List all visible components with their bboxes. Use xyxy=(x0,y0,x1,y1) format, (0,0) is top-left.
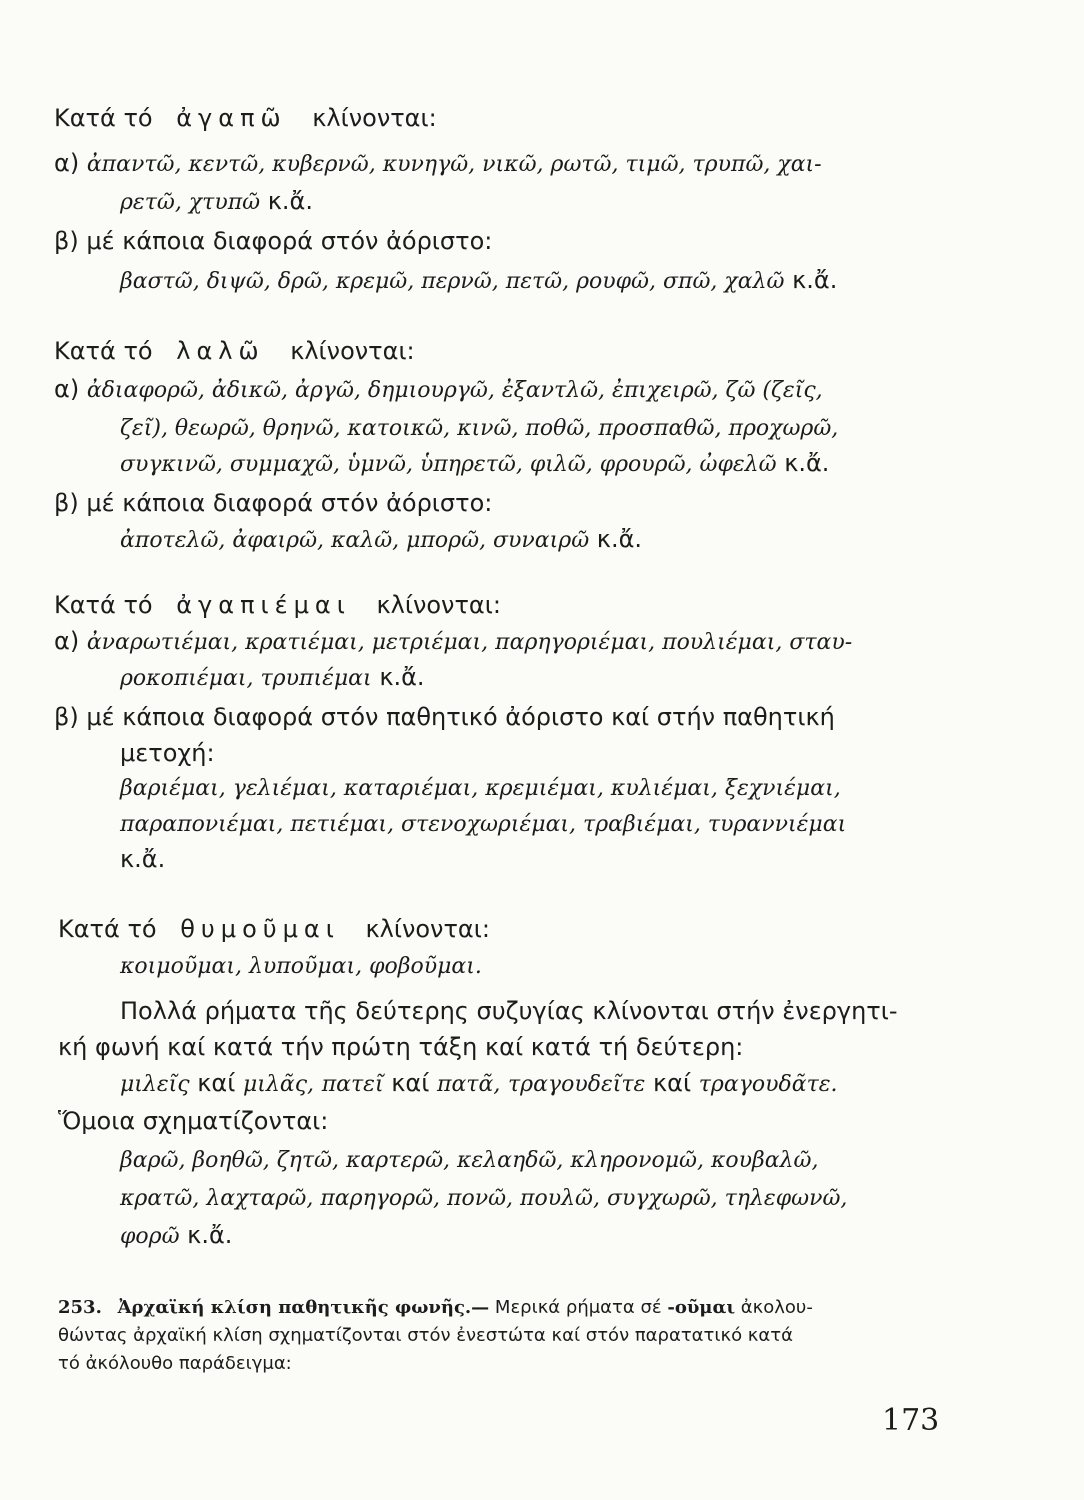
section-title: Ἀρχαϊκή κλίση παθητικῆς φωνῆς.— xyxy=(117,1297,490,1318)
paragraph-text: κή φωνή καί κατά τήν πρώτη τάξη καί κατά τή δεύτερη: xyxy=(58,1033,744,1061)
list-text: μετοχή: xyxy=(120,739,215,767)
etc-abbrev: κ.ἄ. xyxy=(784,449,830,477)
verb-list: φορῶ xyxy=(120,1224,180,1249)
heading-post: κλίνονται: xyxy=(376,591,501,619)
heading-post: κλίνονται: xyxy=(312,104,437,132)
paragraph-text: τό ἀκόλουθο παράδειγμα: xyxy=(58,1353,292,1374)
etc-abbrev: κ.ἄ. xyxy=(596,525,643,553)
heading-kalo xyxy=(54,336,415,366)
conj2-similar xyxy=(58,1106,328,1136)
agapiemai-a-line2 xyxy=(120,662,425,694)
example-verb: μιλεῖς xyxy=(120,1072,190,1097)
verb-list: παραπονιέμαι, πετιέμαι, στενοχωριέμαι, τραβιέμαι, τυραννιέμαι xyxy=(120,812,847,837)
suffix: -οῦμαι xyxy=(667,1297,736,1318)
heading-agapo xyxy=(54,103,437,133)
kalo-a-line1 xyxy=(54,374,823,406)
model-verb: ἀγαπιέμαι xyxy=(176,591,351,619)
list-label: α) xyxy=(54,149,80,177)
heading-pre: Κατά τό xyxy=(58,915,157,943)
verb-list: ἀδιαφορῶ, ἀδικῶ, ἀργῶ, δημιουργῶ, ἐξαντλῶ, ἐπιχειρῶ, ζῶ (ζεῖς, xyxy=(86,378,823,403)
list-text: μέ κάποια διαφορά στόν ἀόριστο: xyxy=(86,227,493,255)
agapo-a-line2 xyxy=(120,186,313,218)
paragraph-text: θώντας ἀρχαϊκή κλίση σχηματίζονται στόν ἐνεστώτα καί στόν παρατατικό κατά xyxy=(58,1325,793,1346)
etc-abbrev: κ.ἄ. xyxy=(120,845,166,873)
verb-list: ζεῖ), θεωρῶ, θρηνῶ, κατοικῶ, κινῶ, ποθῶ, προσπαθῶ, προχωρῶ, xyxy=(120,416,839,441)
kalo-a-line2 xyxy=(120,412,838,444)
etc-abbrev: κ.ἄ. xyxy=(792,266,838,294)
heading-post: κλίνονται: xyxy=(365,915,490,943)
paragraph-text: Μερικά ρήματα σέ xyxy=(494,1297,662,1318)
agapo-b-words xyxy=(120,265,837,297)
agapiemai-a-line1 xyxy=(54,626,852,658)
conj2-words3 xyxy=(120,1220,232,1252)
verb-list: ρετῶ, χτυπῶ xyxy=(120,190,261,215)
list-label: β) xyxy=(54,489,79,517)
heading-pre: Κατά τό xyxy=(54,104,153,132)
example-verb: μιλᾶς, xyxy=(243,1072,315,1097)
verb-list: ἀπαντῶ, κεντῶ, κυβερνῶ, κυνηγῶ, νικῶ, ρωτῶ, τιμῶ, τρυπῶ, χαι- xyxy=(86,152,822,177)
model-verb: λαλῶ xyxy=(176,337,265,365)
model-verb: θυμοῦμαι xyxy=(180,915,340,943)
conjunction: καί xyxy=(391,1069,430,1097)
verb-list: βαρῶ, βοηθῶ, ζητῶ, καρτερῶ, κελαηδῶ, κληρονομῶ, κουβαλῶ, xyxy=(120,1148,819,1173)
verb-list: κοιμοῦμαι, λυποῦμαι, φοβοῦμαι. xyxy=(120,954,482,979)
paragraph-text: Πολλά ρήματα τῆς δεύτερης συζυγίας κλίνονται στήν ἐνεργητι- xyxy=(120,997,898,1025)
conjunction: καί xyxy=(197,1069,236,1097)
verb-list: κρατῶ, λαχταρῶ, παρηγορῶ, πονῶ, πουλῶ, συγχωρῶ, τηλεφωνῶ, xyxy=(120,1186,848,1211)
model-verb: ἀγαπῶ xyxy=(176,104,287,132)
list-label: α) xyxy=(54,375,80,403)
conjunction: καί xyxy=(653,1069,692,1097)
thymoumai-words xyxy=(120,950,482,982)
verb-list: βαστῶ, διψῶ, δρῶ, κρεμῶ, περνῶ, πετῶ, ρουφῶ, σπῶ, χαλῶ xyxy=(120,269,785,294)
agapiemai-b-etc xyxy=(120,844,165,874)
agapiemai-b-words2 xyxy=(120,808,846,840)
verb-list: ἀναρωτιέμαι, κρατιέμαι, μετριέμαι, παρηγοριέμαι, πουλιέμαι, σταυ- xyxy=(86,630,853,655)
list-text: μέ κάποια διαφορά στόν ἀόριστο: xyxy=(86,489,493,517)
conj2-words1 xyxy=(120,1144,818,1176)
s253-line1 xyxy=(58,1296,813,1320)
heading-pre: Κατά τό xyxy=(54,337,153,365)
agapiemai-b-line2 xyxy=(120,738,215,768)
etc-abbrev: κ.ἄ. xyxy=(187,1221,233,1249)
example-verb: πατᾶ, xyxy=(436,1072,501,1097)
kalo-b-line xyxy=(54,488,492,518)
list-label: β) xyxy=(54,703,79,731)
heading-post: κλίνονται: xyxy=(290,337,415,365)
paragraph-text: Ὅμοια σχηματίζονται: xyxy=(58,1107,329,1135)
page-number: 173 xyxy=(882,1403,940,1438)
conj2-examples xyxy=(120,1068,838,1100)
agapiemai-b-words1 xyxy=(120,772,841,804)
list-label: β) xyxy=(54,227,79,255)
conj2-words2 xyxy=(120,1182,847,1214)
list-label: α) xyxy=(54,627,80,655)
heading-thymoumai xyxy=(58,914,490,944)
agapo-a-line1 xyxy=(54,148,822,180)
kalo-a-line3 xyxy=(120,448,829,480)
heading-pre: Κατά τό xyxy=(54,591,153,619)
example-verb: τραγουδεῖτε xyxy=(507,1072,646,1097)
paragraph-text: ἀκολου- xyxy=(740,1297,813,1318)
verb-list: ἀποτελῶ, ἀφαιρῶ, καλῶ, μπορῶ, συναιρῶ xyxy=(120,528,590,553)
conj2-line2 xyxy=(58,1032,743,1062)
verb-list: βαριέμαι, γελιέμαι, καταριέμαι, κρεμιέμαι, κυλιέμαι, ξεχνιέμαι, xyxy=(120,776,841,801)
conj2-line1 xyxy=(120,996,898,1026)
s253-line2 xyxy=(58,1324,793,1348)
example-verb: τραγουδᾶτε. xyxy=(698,1072,838,1097)
etc-abbrev: κ.ἄ. xyxy=(379,663,425,691)
example-verb: πατεῖ xyxy=(321,1072,384,1097)
heading-agapiemai xyxy=(54,590,501,620)
agapo-b-line xyxy=(54,226,492,256)
verb-list: συγκινῶ, συμμαχῶ, ὑμνῶ, ὑπηρετῶ, φιλῶ, φρουρῶ, ὠφελῶ xyxy=(120,452,777,477)
verb-list: ροκοπιέμαι, τρυπιέμαι xyxy=(120,666,372,691)
agapiemai-b-line1 xyxy=(54,702,835,732)
etc-abbrev: κ.ἄ. xyxy=(267,187,313,215)
list-text: μέ κάποια διαφορά στόν παθητικό ἀόριστο καί στήν παθητική xyxy=(86,703,835,731)
s253-line3 xyxy=(58,1352,292,1376)
section-number: 253. xyxy=(58,1297,102,1318)
kalo-b-words xyxy=(120,524,642,556)
